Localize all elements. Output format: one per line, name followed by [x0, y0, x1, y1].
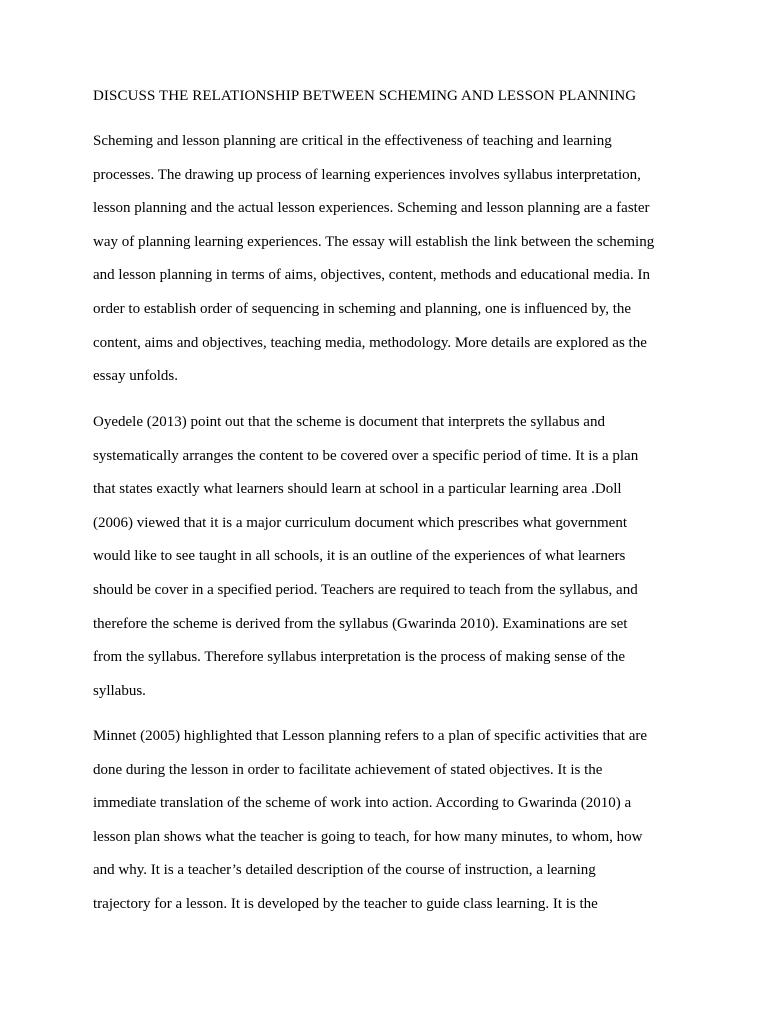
paragraph-line: done during the lesson in order to facilitate achievement of stated objectives. It is the [93, 761, 603, 778]
paragraph-line: Scheming and lesson planning are critical in the effectiveness of teaching and learning [93, 133, 612, 149]
paragraph-line: would like to see taught in all schools, it is an outline of the experiences of what learners [93, 548, 626, 565]
paragraph-line: therefore the scheme is derived from the syllabus (Gwarinda 2010). Examinations are set [93, 615, 628, 632]
paragraph-line: content, aims and objectives, teaching media, methodology. More details are explored as the [93, 334, 647, 351]
paragraph-line: systematically arranges the content to be covered over a specific period of time. It is a plan [93, 447, 639, 464]
paragraph-lesson-planning [93, 720, 693, 922]
paragraph-line: Oyedele (2013) point out that the scheme is document that interprets the syllabus and [93, 414, 605, 430]
paragraph-line: that states exactly what learners should learn at school in a particular learning area .Doll [93, 481, 622, 498]
paragraph-line: lesson plan shows what the teacher is going to teach, for how many minutes, to whom, how [93, 828, 643, 845]
paragraph-line: from the syllabus. Therefore syllabus interpretation is the process of making sense of the [93, 649, 626, 666]
paragraph-line: and lesson planning in terms of aims, objectives, content, methods and educational media. In [93, 267, 650, 284]
paragraph-line: Minnet (2005) highlighted that Lesson planning refers to a plan of specific activities that are [93, 728, 648, 744]
paragraph-line: and why. It is a teacher’s detailed description of the course of instruction, a learning [93, 862, 596, 879]
paragraph-line: order to establish order of sequencing in scheming and planning, one is influenced by, the [93, 300, 632, 317]
paragraph-introduction [93, 125, 693, 394]
paragraph-line: processes. The drawing up process of learning experiences involves syllabus interpretation, [93, 166, 641, 183]
paragraph-line: essay unfolds. [93, 368, 178, 385]
paragraph-line: trajectory for a lesson. It is developed by the teacher to guide class learning. It is the [93, 895, 598, 912]
paragraph-line: syllabus. [93, 682, 146, 699]
paragraph-scheme-definition [93, 406, 693, 708]
paragraph-line: should be cover in a specified period. Teachers are required to teach from the syllabus, and [93, 581, 638, 598]
paragraph-line: lesson planning and the actual lesson experiences. Scheming and lesson planning are a faster [93, 200, 650, 217]
paragraph-line: immediate translation of the scheme of work into action. According to Gwarinda (2010) a [93, 795, 632, 812]
paragraph-line: way of planning learning experiences. The essay will establish the link between the scheming [93, 233, 655, 250]
document-title: DISCUSS THE RELATIONSHIP BETWEEN SCHEMING AND LESSON PLANNING [93, 88, 637, 104]
paragraph-line: (2006) viewed that it is a major curriculum document which prescribes what government [93, 514, 628, 531]
